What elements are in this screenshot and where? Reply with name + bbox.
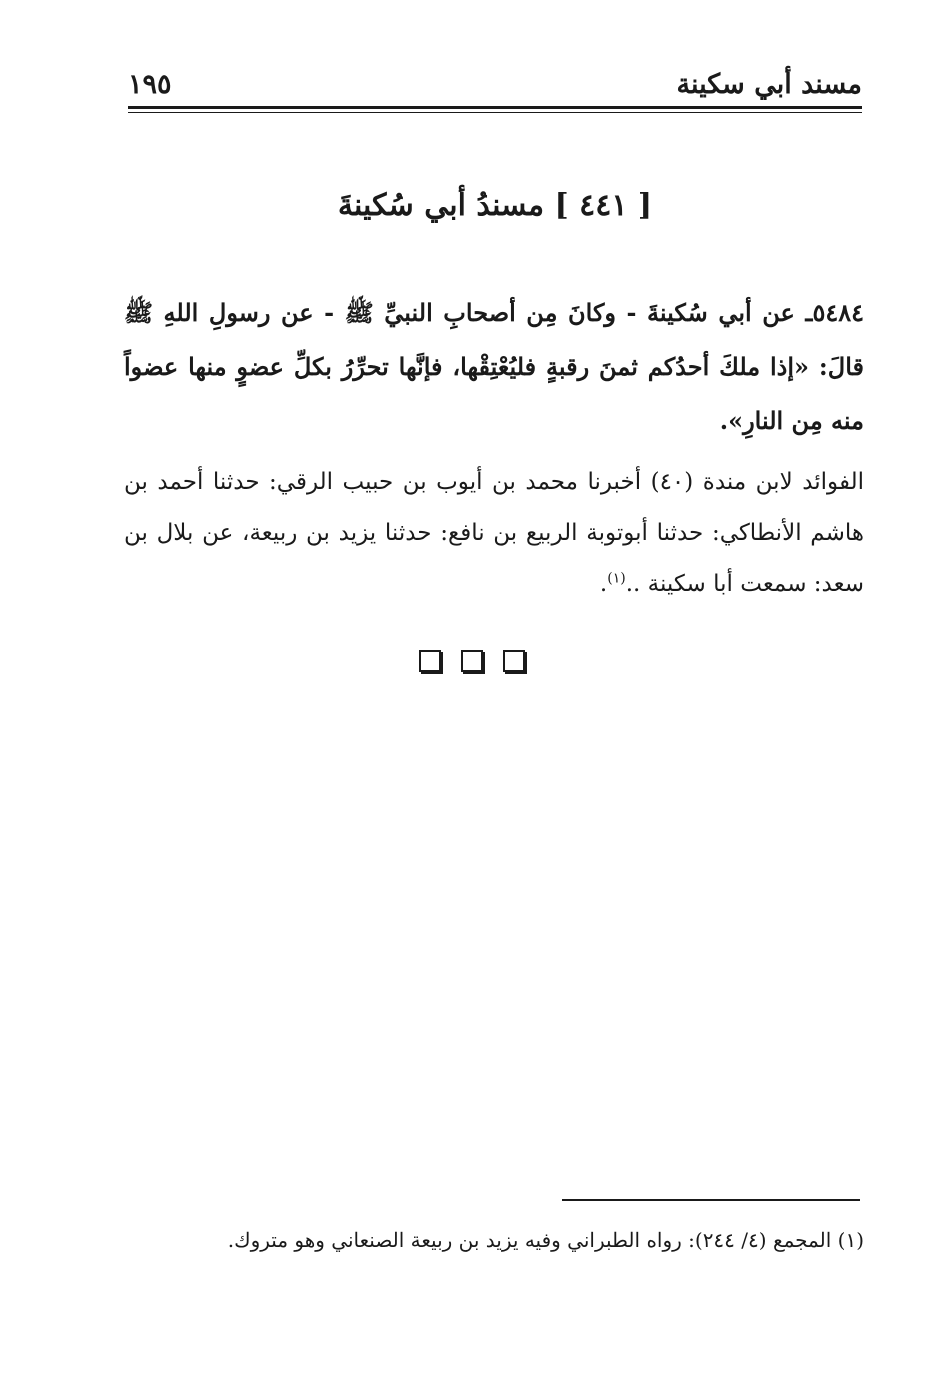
separator-square-icon <box>461 650 483 672</box>
separator-square-icon <box>419 650 441 672</box>
page-number: ١٩٥ <box>128 69 172 100</box>
section-heading: [ ٤٤١ ] مسندُ أبي سُكينةَ <box>337 188 653 223</box>
header-rule-thin <box>128 112 862 113</box>
header-rule-thick <box>128 106 862 109</box>
page-header <box>128 62 862 114</box>
running-title: مسند أبي سكينة <box>676 69 862 100</box>
isnad-text: الفوائد لابن مندة (٤٠) أخبرنا محمد بن أيوب بن حبيب الرقي: حدثنا أحمد بن هاشم الأنطاكي: حدثنا أبوتوبة الربيع بن نافع: حدثنا يزيد بن ربيعة، عن بلال بن سعد: سمعت أبا سكينة .. <box>124 469 864 597</box>
isnad-end-punctuation: . <box>599 571 608 597</box>
section-separator <box>0 650 944 680</box>
separator-square-icon <box>503 650 525 672</box>
footnote-text: (١) المجمع (٤/ ٢٤٤): رواه الطبراني وفيه يزيد بن ربيعة الصنعاني وهو متروك. <box>227 1228 864 1252</box>
isnad-paragraph <box>124 457 864 610</box>
footnote-marker[interactable]: (١) <box>607 570 626 587</box>
footnote-rule <box>562 1199 860 1201</box>
hadith-text: ٥٤٨٤ـ عن أبي سُكينةَ - وكانَ مِن أصحابِ النبيِّ ﷺ - عن رسولِ اللهِ ﷺ قالَ: «إذا ملكَ أحدُكم ثمنَ رقبةٍ فليُعْتِقْها، فإنَّها تحرِّرُ بكلِّ عضوٍ منها عضواً منه مِن النارِ». <box>124 298 864 435</box>
